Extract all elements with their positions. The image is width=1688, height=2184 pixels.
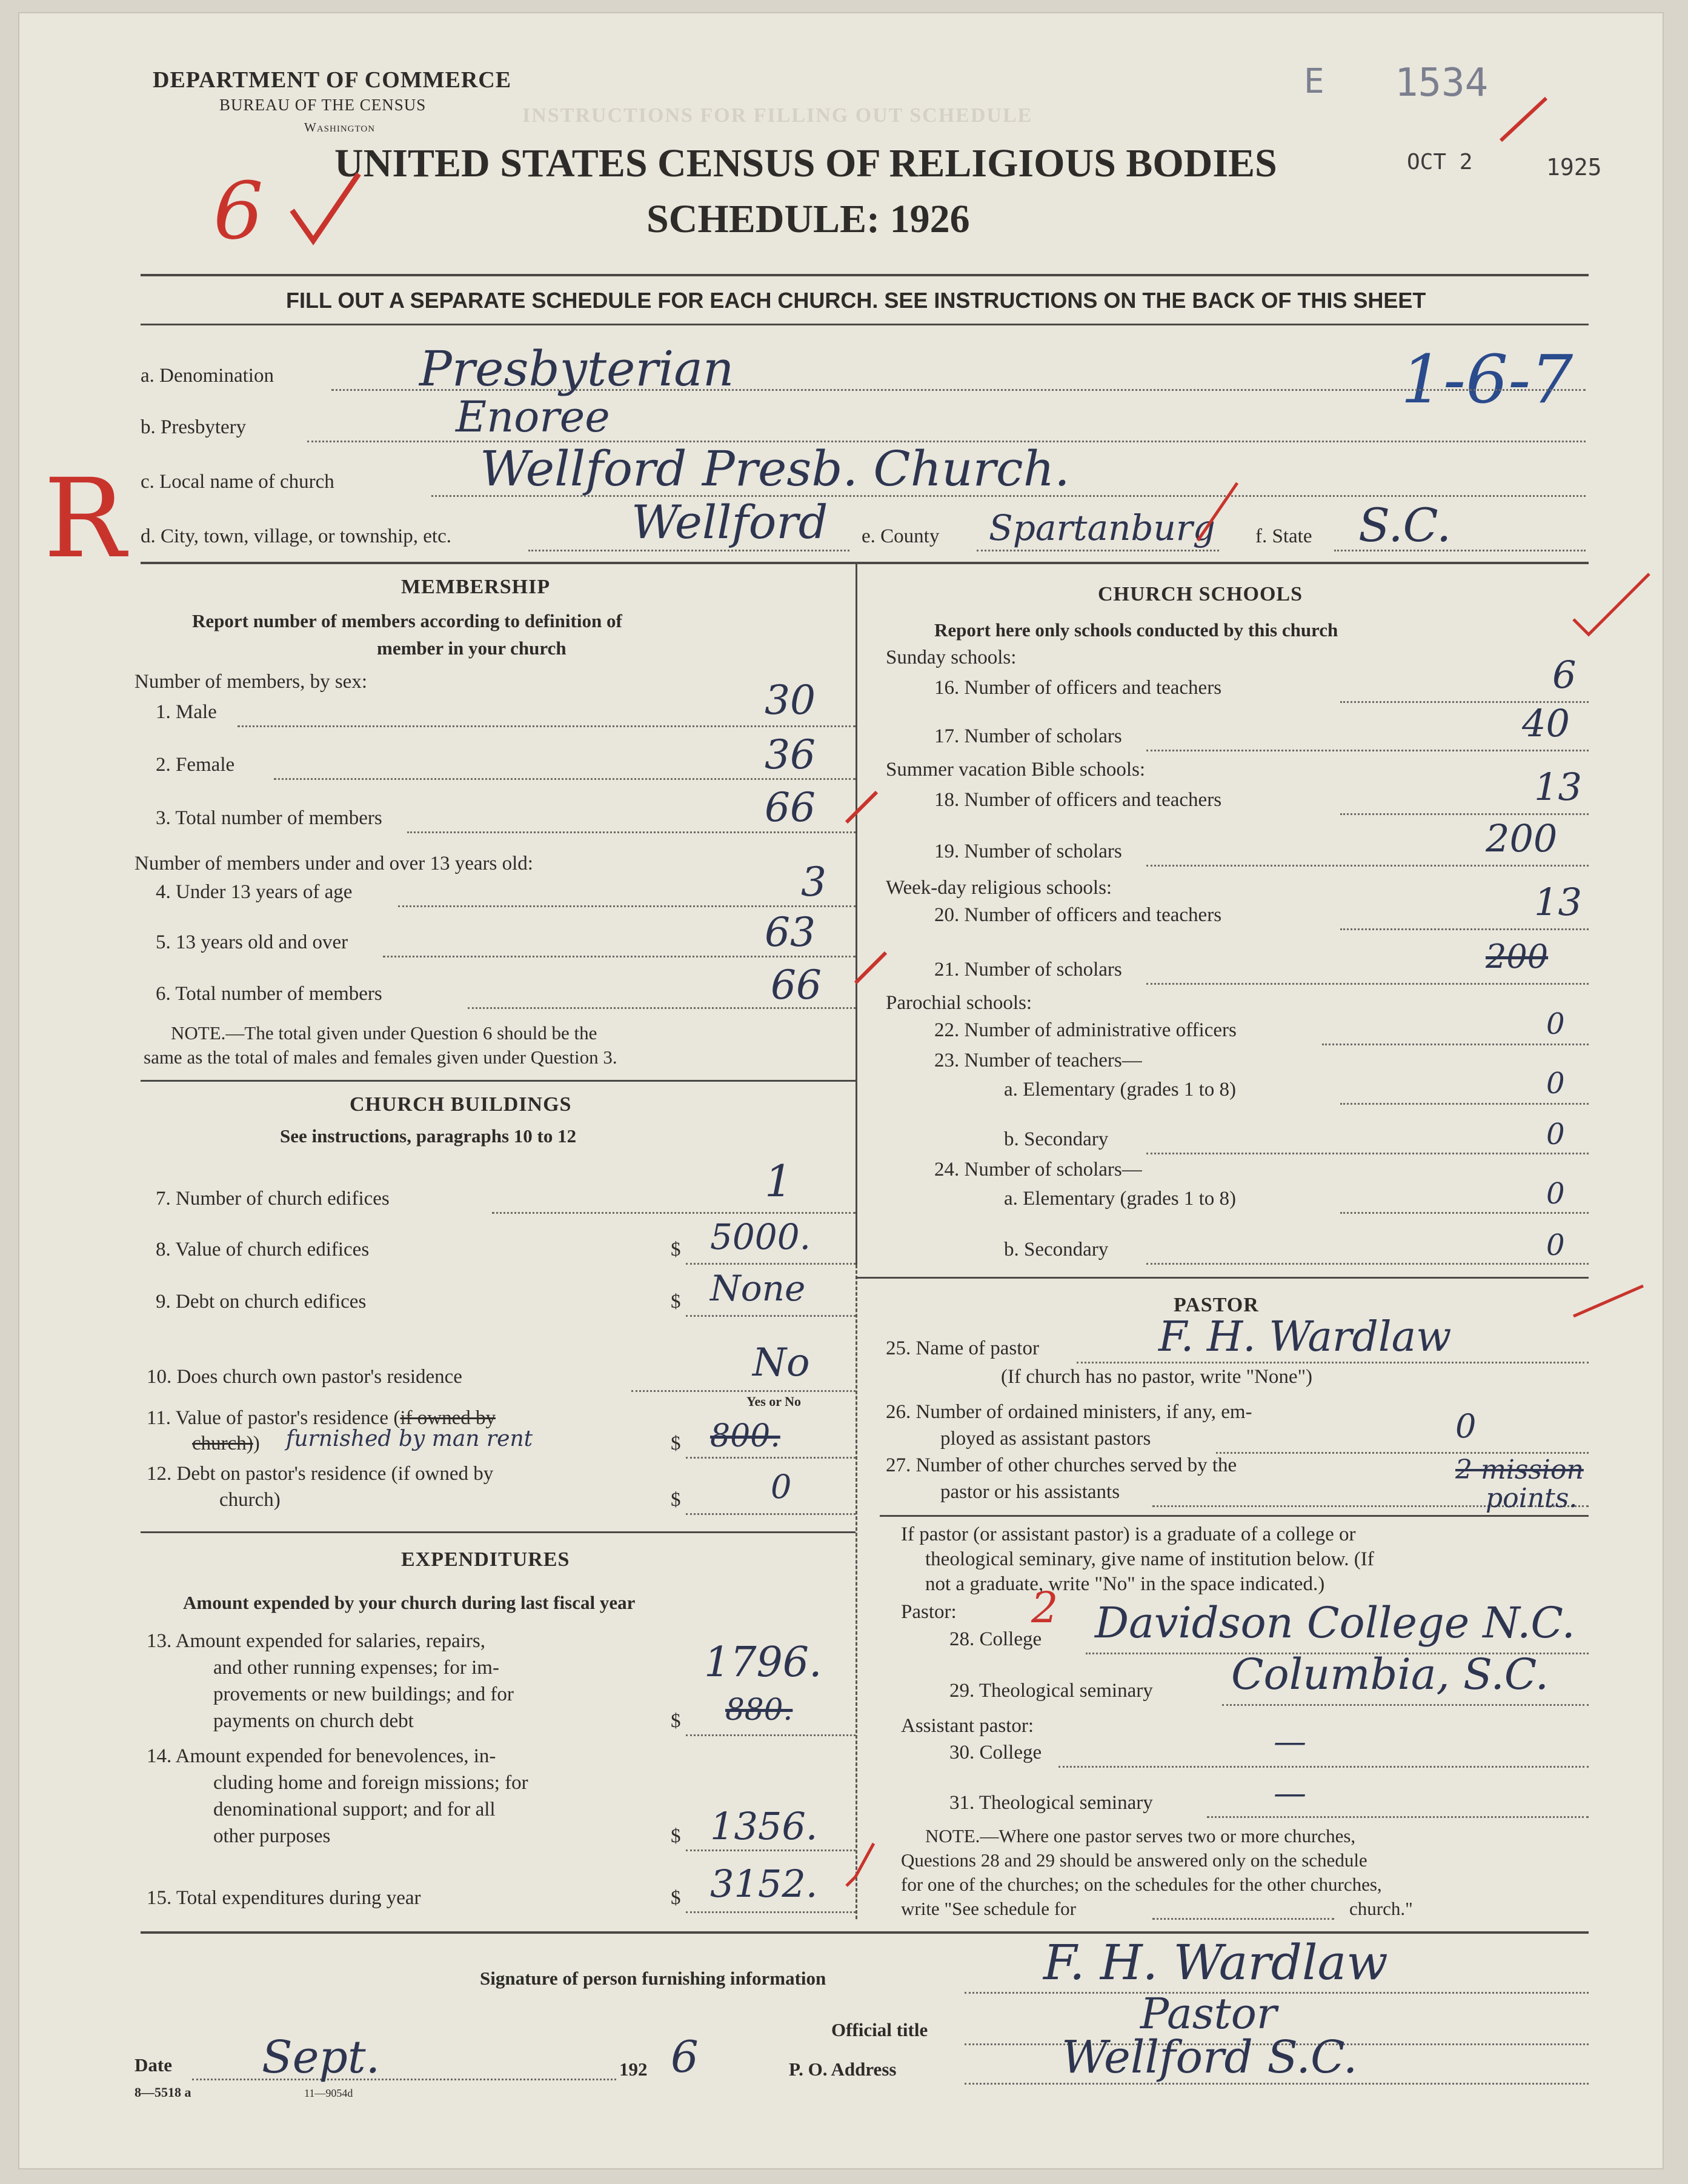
department-name: DEPARTMENT OF COMMERCE bbox=[153, 67, 512, 93]
q15-label: 15. Total expenditures during year bbox=[147, 1887, 421, 1909]
q28-value: Davidson College N.C. bbox=[1095, 1598, 1575, 1648]
q14-dollar: $ bbox=[671, 1825, 681, 1847]
summer-schools-label: Summer vacation Bible schools: bbox=[886, 759, 1146, 781]
back-side-heading: INSTRUCTIONS FOR FILLING OUT SCHEDULE bbox=[522, 104, 1033, 127]
church-name-label: c. Local name of church bbox=[141, 471, 334, 493]
q3-total-value: 66 bbox=[765, 784, 816, 831]
county-label: e. County bbox=[862, 525, 940, 547]
q12-value: 0 bbox=[771, 1468, 792, 1506]
pastor-note-4: write "See schedule for bbox=[901, 1898, 1076, 1919]
q23-label: 23. Number of teachers— bbox=[934, 1050, 1142, 1071]
q13-label-2: and other running expenses; for im- bbox=[213, 1657, 499, 1679]
q9-value: None bbox=[710, 1268, 806, 1309]
membership-note-1: NOTE.—The total given under Question 6 should be the bbox=[171, 1022, 597, 1044]
q25-label: 25. Name of pastor bbox=[886, 1337, 1039, 1359]
q31-value: — bbox=[1274, 1774, 1306, 1812]
q10-line bbox=[631, 1390, 856, 1392]
assistant-subheading: Assistant pastor: bbox=[901, 1715, 1034, 1737]
q18-value: 13 bbox=[1534, 765, 1582, 809]
pastor-note-1: NOTE.—Where one pastor serves two or more churches, bbox=[925, 1825, 1356, 1846]
q20-label: 20. Number of officers and teachers bbox=[934, 904, 1222, 926]
q7-value: 1 bbox=[765, 1156, 792, 1207]
q7-line bbox=[492, 1212, 856, 1214]
bureau-name: BUREAU OF THE CENSUS bbox=[219, 96, 427, 114]
q5-over13-value: 63 bbox=[765, 909, 816, 956]
state-label: f. State bbox=[1255, 525, 1312, 547]
q13-struck-value: 880. bbox=[725, 1692, 793, 1727]
q11-dollar: $ bbox=[671, 1433, 681, 1454]
q24a-label: a. Elementary (grades 1 to 8) bbox=[1004, 1188, 1237, 1210]
q19-line bbox=[1146, 865, 1589, 867]
q14-label-4: other purposes bbox=[213, 1825, 331, 1847]
q11-label-2: church)) bbox=[192, 1433, 260, 1454]
church-name-value: Wellford Presb. Church. bbox=[480, 441, 1070, 497]
q12-label-2: church) bbox=[219, 1489, 281, 1511]
q30-line bbox=[1058, 1766, 1589, 1768]
q11-text-a: 11. Value of pastor's residence ( bbox=[147, 1407, 400, 1429]
q20-line bbox=[1340, 928, 1589, 930]
q25-value: F. H. Wardlaw bbox=[1158, 1313, 1452, 1361]
q14-label-2: cluding home and foreign missions; for bbox=[213, 1772, 528, 1794]
q26-label-2: ployed as assistant pastors bbox=[940, 1428, 1151, 1450]
q12-dollar: $ bbox=[671, 1489, 681, 1511]
red-tick-q6-icon bbox=[852, 950, 889, 992]
q27-label-1: 27. Number of other churches served by the bbox=[886, 1454, 1237, 1476]
date-label: Date bbox=[135, 2054, 172, 2076]
q29-value: Columbia, S.C. bbox=[1231, 1650, 1549, 1699]
q27-value: 2 mission bbox=[1455, 1454, 1584, 1485]
q4-under13-value: 3 bbox=[801, 859, 826, 905]
q29-label: 29. Theological seminary bbox=[949, 1680, 1153, 1702]
q14-line bbox=[686, 1849, 856, 1851]
presbytery-label: b. Presbytery bbox=[141, 416, 247, 438]
q27-value-2: points. bbox=[1486, 1483, 1578, 1514]
q6-total-value: 66 bbox=[771, 962, 822, 1008]
q23b-value: 0 bbox=[1546, 1117, 1565, 1151]
red-mark-two: 2 bbox=[1031, 1583, 1058, 1633]
year-value: 6 bbox=[671, 2031, 699, 2082]
q21-value: 200 bbox=[1486, 937, 1549, 976]
q10-label: 10. Does church own pastor's residence bbox=[147, 1366, 462, 1388]
city-value: Wellford bbox=[631, 495, 828, 549]
membership-note-2: same as the total of males and females given under Question 3. bbox=[144, 1047, 617, 1068]
rule-under-schools bbox=[856, 1277, 1589, 1279]
q19-value: 200 bbox=[1486, 816, 1558, 861]
q9-label: 9. Debt on church edifices bbox=[156, 1291, 367, 1313]
yes-or-no-caption: Yes or No bbox=[746, 1394, 802, 1409]
q1-male-label: 1. Male bbox=[156, 701, 217, 723]
q13-value: 1796. bbox=[704, 1639, 822, 1686]
members-by-sex: Number of members, by sex: bbox=[135, 671, 367, 693]
red-tick-icon bbox=[1498, 92, 1552, 147]
q1-line bbox=[238, 725, 856, 727]
q13-label-3: provements or new buildings; and for bbox=[213, 1683, 514, 1705]
q14-label-1: 14. Amount expended for benevolences, in- bbox=[147, 1745, 496, 1767]
rule-under-membership bbox=[141, 1080, 856, 1082]
q13-dollar: $ bbox=[671, 1710, 681, 1732]
q13-line bbox=[686, 1734, 856, 1736]
column-divider-lower bbox=[856, 1265, 857, 1919]
q2-female-value: 36 bbox=[765, 731, 816, 778]
q16-value: 6 bbox=[1552, 653, 1577, 697]
red-tick-q3-icon bbox=[843, 789, 880, 831]
q27-label-2: pastor or his assistants bbox=[940, 1481, 1120, 1503]
denomination-label: a. Denomination bbox=[141, 365, 274, 387]
stamp-letter: E bbox=[1304, 62, 1324, 101]
q19-label: 19. Number of scholars bbox=[934, 841, 1122, 862]
q24a-value: 0 bbox=[1546, 1177, 1565, 1211]
q16-label: 16. Number of officers and teachers bbox=[934, 677, 1222, 699]
q31-label: 31. Theological seminary bbox=[949, 1792, 1153, 1814]
po-address-label: P. O. Address bbox=[789, 2059, 897, 2080]
schools-heading: CHURCH SCHOOLS bbox=[1098, 583, 1303, 605]
q17-line bbox=[1146, 750, 1589, 751]
q22-label: 22. Number of administrative officers bbox=[934, 1019, 1237, 1041]
pastor-note-5: church." bbox=[1349, 1898, 1413, 1919]
rule-above-signature bbox=[141, 1931, 1589, 1934]
buildings-heading: CHURCH BUILDINGS bbox=[350, 1093, 572, 1116]
q24b-line bbox=[1146, 1263, 1589, 1265]
q31-line bbox=[1207, 1816, 1589, 1818]
q8-dollar: $ bbox=[671, 1239, 681, 1260]
signature-label: Signature of person furnishing information bbox=[480, 1968, 826, 1989]
official-title-value: Pastor bbox=[1140, 1989, 1277, 2039]
pastor-note-3: for one of the churches; on the schedules for the other churches, bbox=[901, 1874, 1382, 1895]
q10-value: No bbox=[753, 1340, 810, 1385]
pastor-heading: PASTOR bbox=[1174, 1294, 1259, 1316]
pastor-subheading: Pastor: bbox=[901, 1601, 957, 1623]
rule-under-instruction bbox=[141, 324, 1589, 325]
q21-line bbox=[1146, 983, 1589, 985]
q30-label: 30. College bbox=[949, 1742, 1042, 1763]
q22-line bbox=[1322, 1044, 1589, 1045]
q23b-label: b. Secondary bbox=[1004, 1128, 1109, 1150]
q15-line bbox=[686, 1911, 856, 1913]
q8-line bbox=[686, 1263, 856, 1265]
buildings-subheading: See instructions, paragraphs 10 to 12 bbox=[280, 1125, 577, 1147]
q15-dollar: $ bbox=[671, 1887, 681, 1909]
county-line bbox=[977, 550, 1219, 551]
stamp-year: 1925 bbox=[1546, 154, 1602, 181]
county-value: Spartanburg bbox=[989, 507, 1215, 548]
form-title: UNITED STATES CENSUS OF RELIGIOUS BODIES bbox=[334, 141, 1277, 185]
q25-note: (If church has no pastor, write "None") bbox=[1001, 1366, 1313, 1388]
denomination-value: Presbyterian bbox=[419, 341, 734, 397]
po-address-value: Wellford S.C. bbox=[1062, 2031, 1358, 2083]
year-prefix: 192 bbox=[619, 2059, 648, 2080]
q25-line bbox=[1077, 1362, 1589, 1363]
q5-line bbox=[383, 956, 856, 957]
city-label: d. City, town, village, or township, etc. bbox=[141, 525, 451, 547]
grad-note-3: not a graduate, write "No" in the space indicated.) bbox=[925, 1573, 1325, 1595]
q9-dollar: $ bbox=[671, 1291, 681, 1313]
blue-code-mark: 1-6-7 bbox=[1401, 341, 1573, 418]
sunday-schools-label: Sunday schools: bbox=[886, 647, 1017, 668]
form-number: 8—5518 a bbox=[135, 2085, 191, 2100]
q22-value: 0 bbox=[1546, 1007, 1565, 1041]
census-schedule-page bbox=[18, 12, 1664, 2169]
q13-label-1: 13. Amount expended for salaries, repairs, bbox=[147, 1630, 486, 1652]
q8-value: 5000. bbox=[710, 1216, 811, 1257]
schools-subheading: Report here only schools conducted by this church bbox=[934, 619, 1338, 641]
grad-note-1: If pastor (or assistant pastor) is a graduate of a college or bbox=[901, 1523, 1356, 1545]
q18-line bbox=[1340, 813, 1589, 815]
rule-top bbox=[141, 274, 1589, 276]
presbytery-value: Enoree bbox=[456, 392, 610, 442]
membership-intro-2: member in your church bbox=[377, 638, 567, 659]
rule-under-buildings bbox=[141, 1531, 856, 1533]
column-divider-upper bbox=[856, 562, 857, 1265]
q23b-line bbox=[1146, 1153, 1589, 1154]
q1-male-value: 30 bbox=[765, 677, 816, 724]
q2-female-label: 2. Female bbox=[156, 754, 235, 776]
q3-total-label: 3. Total number of members bbox=[156, 807, 382, 829]
schedule-title: SCHEDULE: 1926 bbox=[646, 197, 970, 241]
q14-label-3: denominational support; and for all bbox=[213, 1799, 496, 1820]
q8-label: 8. Value of church edifices bbox=[156, 1239, 370, 1260]
red-check-schools-icon bbox=[1570, 568, 1655, 641]
parochial-schools-label: Parochial schools: bbox=[886, 992, 1032, 1014]
red-check-icon bbox=[286, 168, 365, 253]
q28-label: 28. College bbox=[949, 1628, 1042, 1650]
expenditures-subheading: Amount expended by your church during last fiscal year bbox=[183, 1592, 636, 1613]
pastor-note-2: Questions 28 and 29 should be answered only on the schedule bbox=[901, 1849, 1367, 1871]
weekday-schools-label: Week-day religious schools: bbox=[886, 877, 1112, 899]
print-number: 11—9054d bbox=[304, 2087, 353, 2099]
q18-label: 18. Number of officers and teachers bbox=[934, 789, 1222, 811]
city-line bbox=[528, 550, 849, 551]
q23a-label: a. Elementary (grades 1 to 8) bbox=[1004, 1079, 1237, 1100]
q17-value: 40 bbox=[1522, 701, 1570, 745]
q11-text-b: if owned by bbox=[400, 1407, 496, 1429]
q6-total-label: 6. Total number of members bbox=[156, 983, 382, 1005]
date-value: Sept. bbox=[262, 2031, 380, 2083]
red-slash-pastor-icon bbox=[1570, 1280, 1649, 1322]
membership-intro-1: Report number of members according to definition of bbox=[192, 610, 622, 631]
q24a-line bbox=[1340, 1212, 1589, 1214]
membership-heading: MEMBERSHIP bbox=[401, 576, 551, 598]
q11-handwritten-note: furnished by man rent bbox=[286, 1427, 533, 1451]
q17-label: 17. Number of scholars bbox=[934, 725, 1122, 747]
q11-value: 800. bbox=[710, 1418, 780, 1454]
state-value: S.C. bbox=[1358, 498, 1452, 552]
bureau-city: Washington bbox=[304, 120, 376, 135]
grad-note-2: theological seminary, give name of institution below. (If bbox=[925, 1548, 1374, 1570]
q12-label: 12. Debt on pastor's residence (if owned by bbox=[147, 1463, 494, 1485]
stamp-number: 1534 bbox=[1395, 61, 1489, 105]
q14-value: 1356. bbox=[710, 1804, 818, 1848]
q26-label-1: 26. Number of ordained ministers, if any, em- bbox=[886, 1401, 1252, 1423]
q23a-value: 0 bbox=[1546, 1067, 1565, 1100]
q15-value: 3152. bbox=[710, 1862, 818, 1906]
q26-line bbox=[1216, 1452, 1589, 1454]
rule-under-identity bbox=[141, 562, 1589, 564]
red-slash-icon bbox=[1195, 480, 1243, 547]
red-tick-q15-icon bbox=[843, 1840, 880, 1895]
members-by-age: Number of members under and over 13 years old: bbox=[135, 853, 533, 874]
q21-label: 21. Number of scholars bbox=[934, 959, 1122, 980]
q11-line bbox=[686, 1457, 856, 1459]
q3-line bbox=[407, 831, 856, 833]
signature-value: F. H. Wardlaw bbox=[1043, 1934, 1388, 1991]
q23a-line bbox=[1340, 1103, 1589, 1105]
q30-value: — bbox=[1274, 1722, 1306, 1760]
q24b-label: b. Secondary bbox=[1004, 1239, 1109, 1260]
q5-over13-label: 5. 13 years old and over bbox=[156, 931, 348, 953]
q12-line bbox=[686, 1513, 856, 1515]
q13-label-4: payments on church debt bbox=[213, 1710, 414, 1732]
q29-line bbox=[1222, 1704, 1589, 1706]
official-title-label: Official title bbox=[831, 2019, 928, 2040]
q11-text-c: church) bbox=[192, 1433, 253, 1454]
pastor-note-line bbox=[1152, 1918, 1334, 1920]
stamp-date: OCT 2 bbox=[1407, 150, 1473, 175]
red-mark-r: R bbox=[44, 456, 126, 582]
q2-line bbox=[274, 778, 856, 780]
fill-out-instruction: FILL OUT A SEPARATE SCHEDULE FOR EACH CHURCH. SEE INSTRUCTIONS ON THE BACK OF THIS SHEET bbox=[286, 288, 1426, 313]
q4-line bbox=[398, 905, 856, 907]
q7-label: 7. Number of church edifices bbox=[156, 1188, 390, 1210]
red-mark-six: 6 bbox=[213, 165, 264, 257]
q9-line bbox=[686, 1315, 856, 1317]
q26-value: 0 bbox=[1455, 1407, 1477, 1445]
q24b-value: 0 bbox=[1546, 1228, 1565, 1262]
q4-under13-label: 4. Under 13 years of age bbox=[156, 881, 353, 903]
expenditures-heading: EXPENDITURES bbox=[401, 1548, 570, 1571]
q24-label: 24. Number of scholars— bbox=[934, 1159, 1142, 1180]
date-line bbox=[192, 2079, 616, 2080]
rule-under-q27 bbox=[880, 1515, 1589, 1517]
q20-value: 13 bbox=[1534, 880, 1582, 924]
